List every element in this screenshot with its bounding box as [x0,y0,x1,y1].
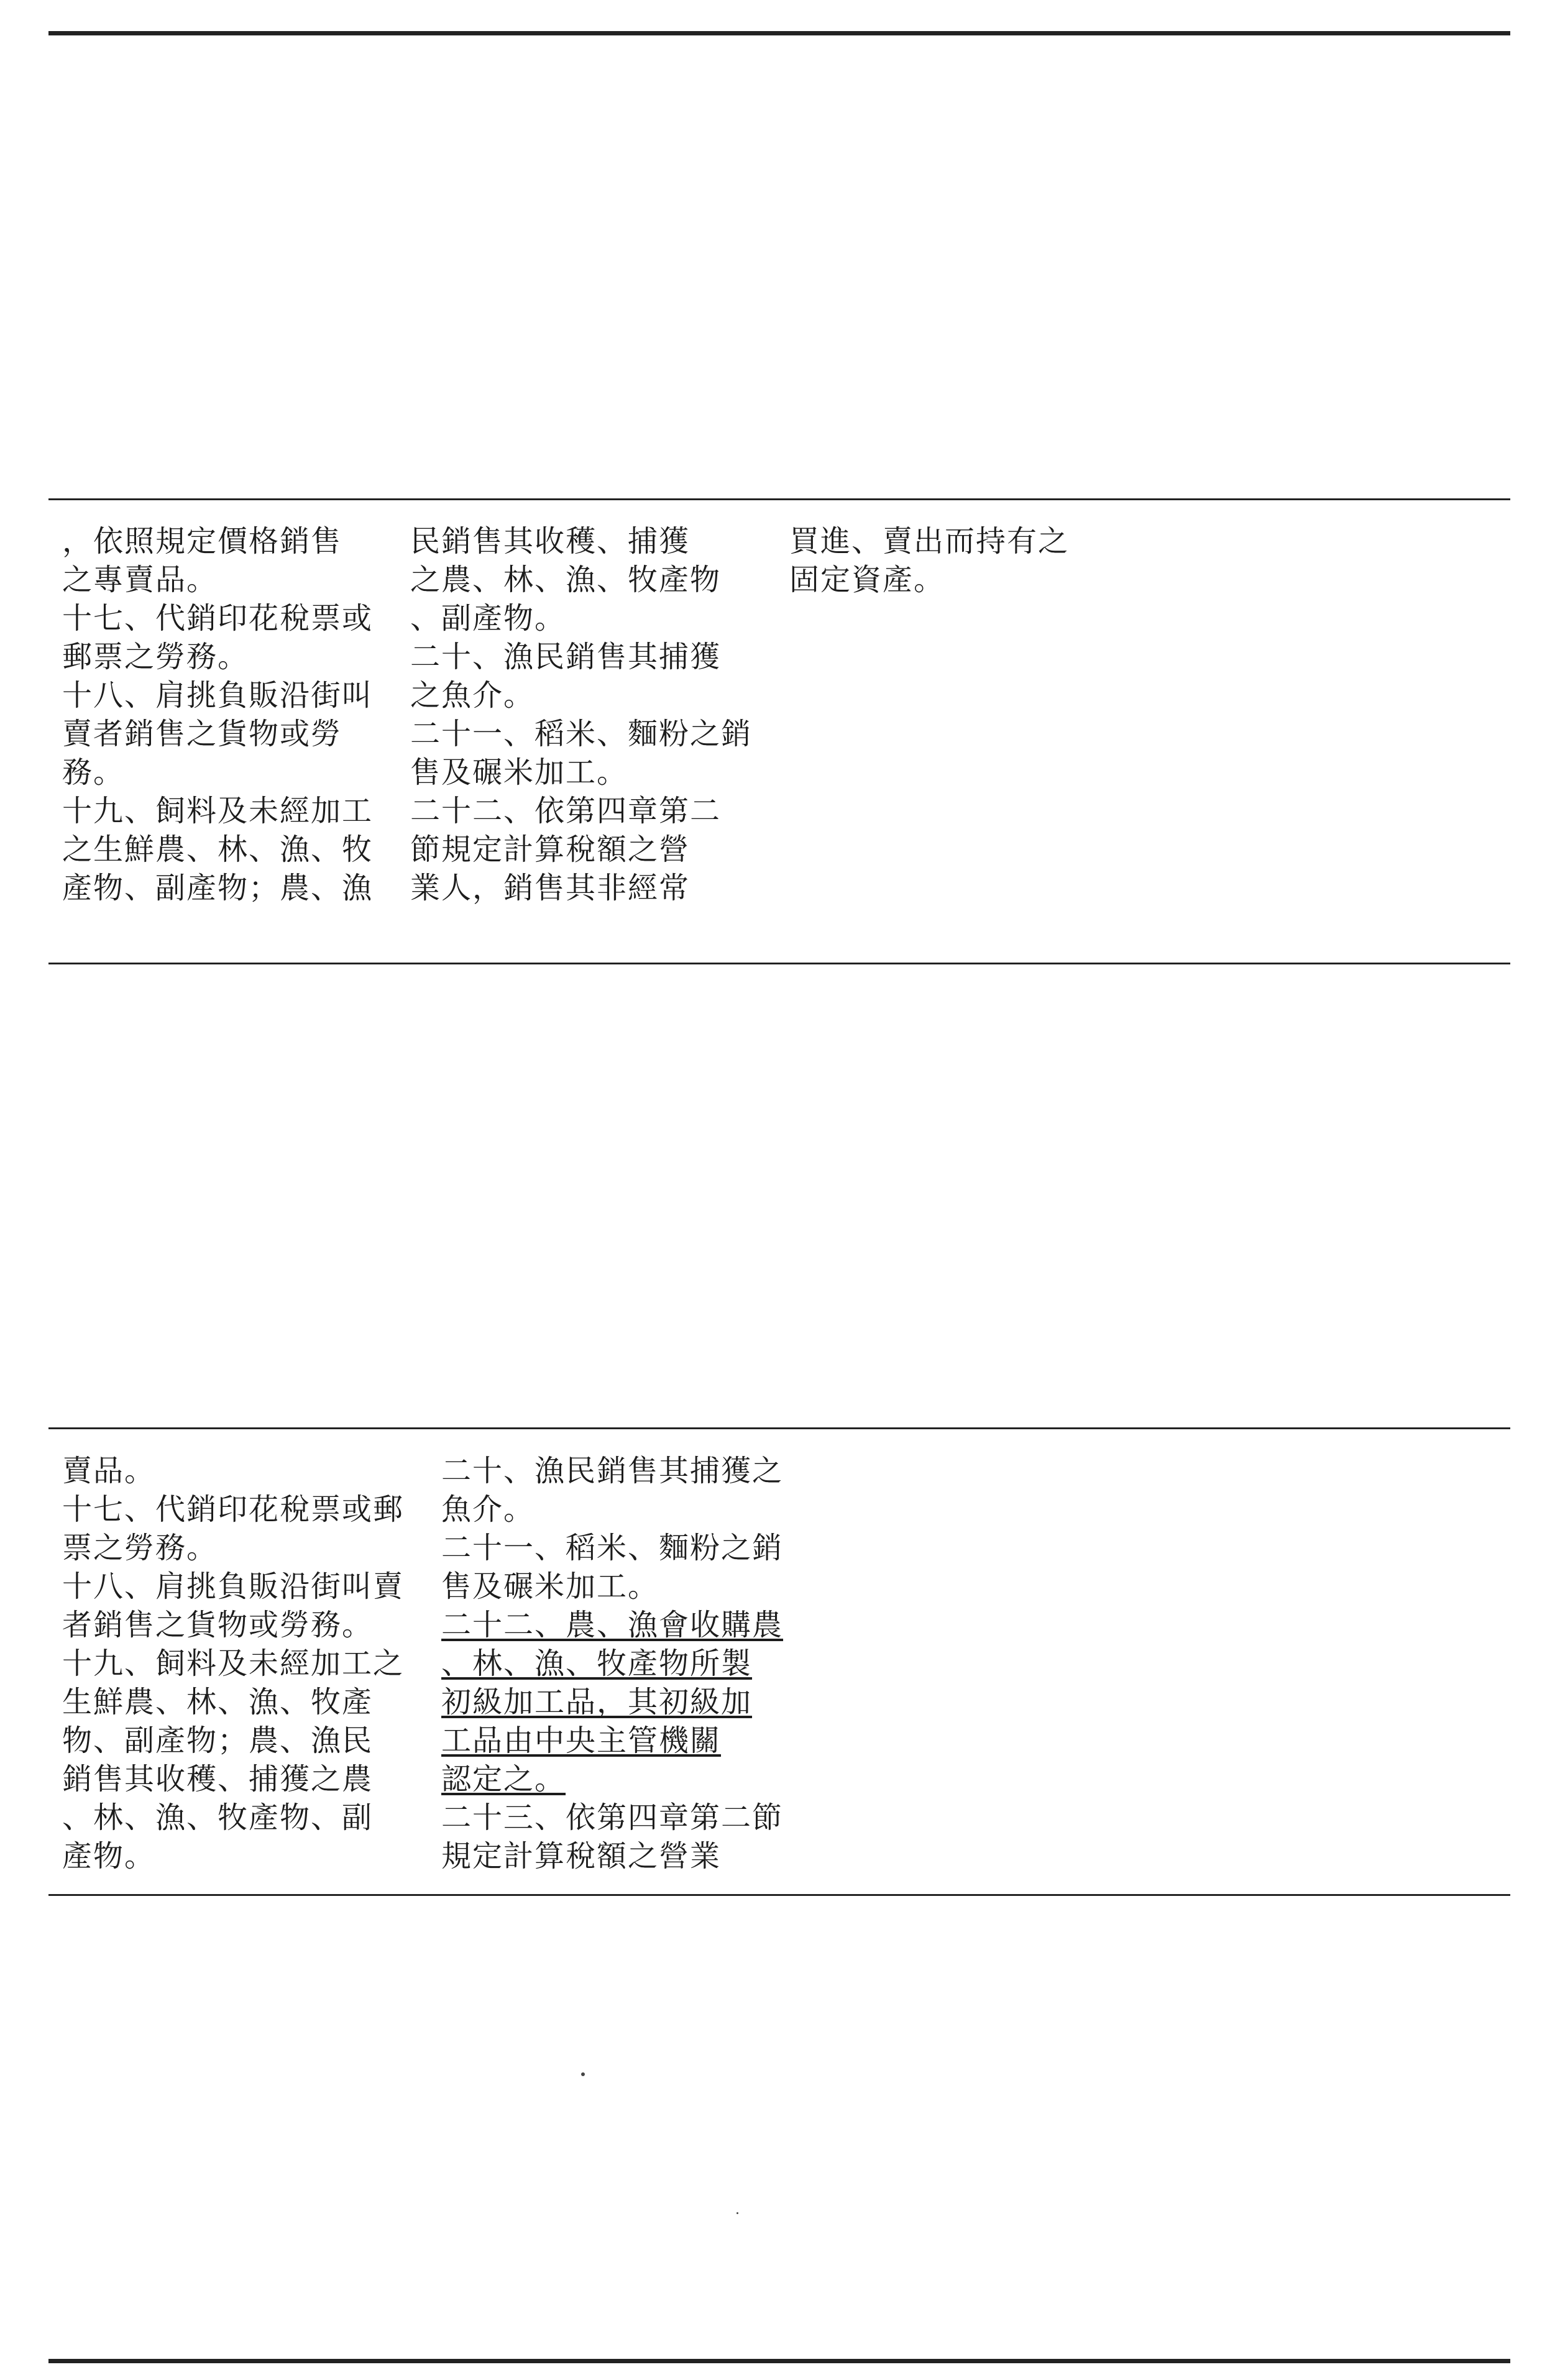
scan-speck [736,2212,738,2214]
text-line: ，依照規定價格銷售 [62,524,342,559]
text-line: 售及碾米加工。 [410,755,628,790]
text-line: 工品由中央主管機關 [441,1723,722,1758]
upper-text-band [62,522,1492,945]
text-line: 業人，銷售其非經常 [410,871,691,905]
text-line: 節規定計算稅額之營 [410,832,691,867]
band-divider-4 [48,1894,1510,1896]
text-line: 銷售其收穫、捕獲之農 [62,1762,374,1796]
text-line: 、林、漁、牧產物、副 [62,1800,374,1835]
text-line: 之農、林、漁、牧產物 [410,562,722,597]
text-line: 買進、賣出而持有之 [789,524,1070,559]
text-line: 物、副產物；農、漁民 [62,1723,374,1758]
text-line: 初級加工品，其初級加 [441,1685,753,1719]
text-line: 賣者銷售之貨物或勞 [62,716,342,751]
text-line: 、林、漁、牧產物所製 [441,1646,753,1681]
lower-text-band [62,1452,1492,1880]
text-line: 二十二、農、漁會收購農 [441,1608,784,1642]
text-line: 十七、代銷印花稅票或 [62,601,374,636]
band-divider-2 [48,963,1510,964]
text-line: 十七、代銷印花稅票或郵 [62,1492,405,1527]
text-line: 二十、漁民銷售其捕獲之 [441,1453,784,1488]
text-line: 郵票之勞務。 [62,639,249,674]
text-line: 認定之。 [441,1762,566,1796]
text-line: 賣品。 [62,1453,156,1488]
text-line: 十八、肩挑負販沿街叫 [62,678,374,713]
text-line: 二十、漁民銷售其捕獲 [410,639,722,674]
text-line: 十九、飼料及未經加工 [62,794,374,828]
text-line: 、副產物。 [410,601,566,636]
text-line: 產物。 [62,1839,156,1874]
band-divider-3 [48,1427,1510,1429]
text-line: 售及碾米加工。 [441,1569,659,1604]
text-line: 十八、肩挑負販沿街叫賣 [62,1569,405,1604]
text-line: 生鮮農、林、漁、牧產 [62,1685,374,1719]
text-line: 務。 [62,755,125,790]
scan-speck [581,2072,585,2076]
text-line: 二十一、稻米、麵粉之銷 [410,716,753,751]
text-line: 之生鮮農、林、漁、牧 [62,832,374,867]
text-line: 魚介。 [441,1492,535,1527]
bottom-border-rule [48,2359,1510,2363]
text-line: 二十二、依第四章第二 [410,794,722,828]
band-divider-1 [48,498,1510,500]
text-line: 民銷售其收穫、捕獲 [410,524,691,559]
text-line: 二十三、依第四章第二節 [441,1800,784,1835]
text-line: 規定計算稅額之營業 [441,1839,722,1874]
text-line: 之專賣品。 [62,562,218,597]
text-line: 者銷售之貨物或勞務。 [62,1608,374,1642]
text-line: 票之勞務。 [62,1531,218,1565]
text-line: 產物、副產物；農、漁 [62,871,374,905]
text-line: 二十一、稻米、麵粉之銷 [441,1531,784,1565]
top-border-rule [48,31,1510,35]
text-line: 固定資產。 [789,562,945,597]
text-line: 之魚介。 [410,678,535,713]
text-line: 十九、飼料及未經加工之 [62,1646,405,1681]
